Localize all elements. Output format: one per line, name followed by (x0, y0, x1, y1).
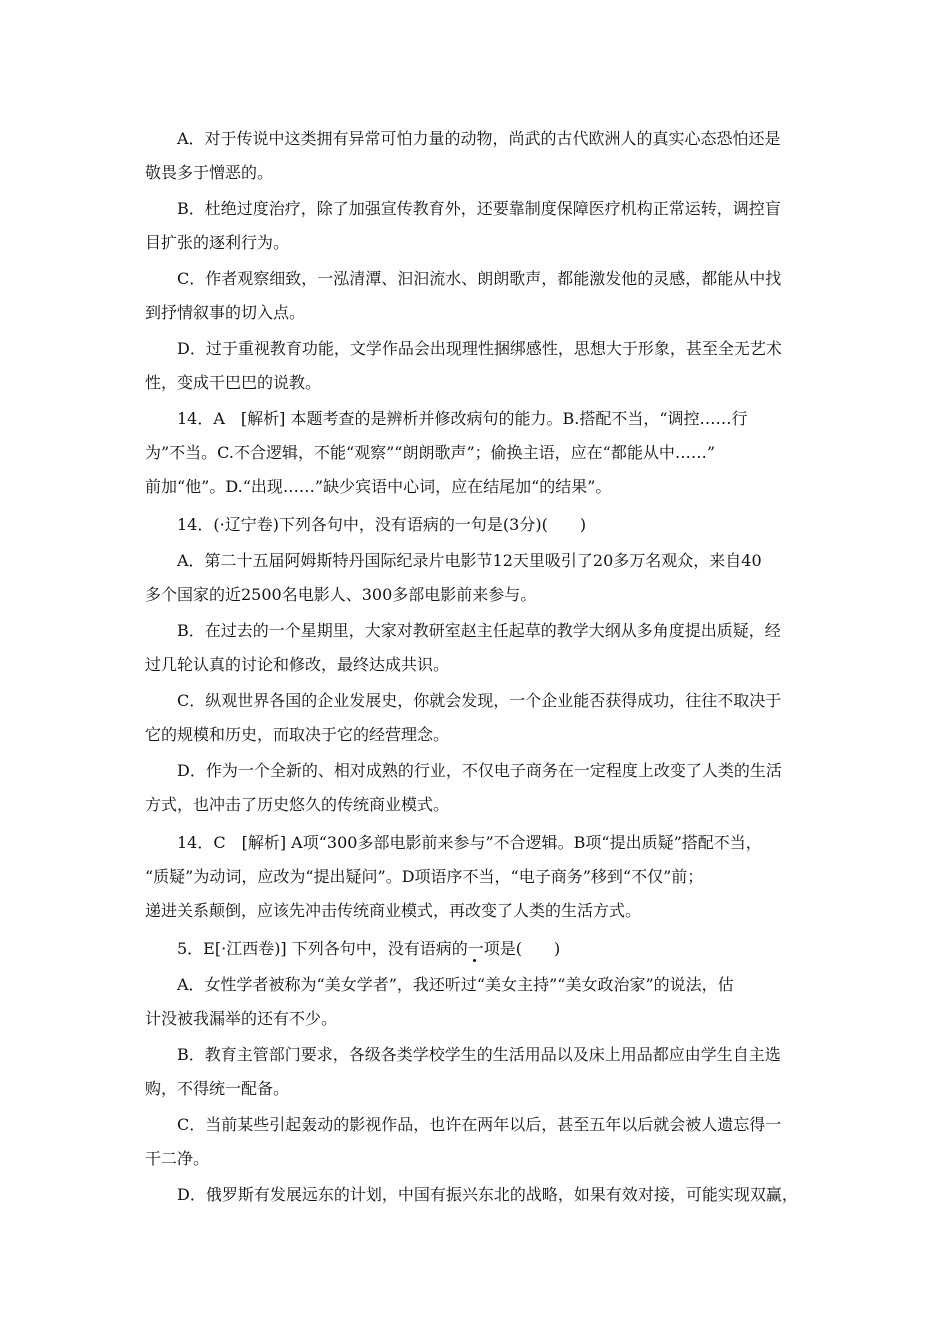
text-line: A．女性学者被称为“美女学者”，我还听过“美女主持”“美女政治家”的说法，估 (177, 975, 734, 994)
option-a-paragraph (145, 968, 825, 1036)
option-d-paragraph (145, 332, 825, 400)
text-line: B．在过去的一个星期里，大家对教研室赵主任起草的教学大纲从多角度提出质疑，经 (177, 621, 781, 640)
text-line: C．当前某些引起轰动的影视作品，也许在两年以后，甚至五年以后就会被人遗忘得一 (177, 1115, 782, 1134)
text-line: 14．A [解析] 本题考查的是辨析并修改病句的能力。B.搭配不当，“调控……行 (177, 409, 748, 428)
option-b-paragraph (145, 614, 825, 682)
text-line: B．教育主管部门要求，各级各类学校学生的生活用品以及床上用品都应由学生自主选 (177, 1045, 781, 1064)
text-line: 前加“他”。D.“出现……”缺少宾语中心词，应在结尾加“的结果”。 (145, 477, 612, 496)
text-line: D．俄罗斯有发展远东的计划，中国有振兴东北的战略，如果有效对接，可能实现双赢， (177, 1185, 798, 1204)
option-c-paragraph (145, 262, 825, 330)
heading-part-emphasized: 没有语病的一项是( ) (388, 932, 561, 966)
text-line: 干二净。 (145, 1149, 210, 1168)
answer-analysis-paragraph (145, 826, 825, 928)
text-line: A．对于传说中这类拥有异常可怕力量的动物，尚武的古代欧洲人的真实心态恐怕还是 (177, 129, 781, 148)
answer-analysis-paragraph (145, 402, 825, 504)
text-line: 它的规模和历史，而取决于它的经营理念。 (145, 725, 450, 744)
option-c-paragraph (145, 684, 825, 752)
question-heading (145, 932, 825, 966)
option-a-paragraph (145, 122, 825, 190)
text-line: A．第二十五届阿姆斯特丹国际纪录片电影节12天里吸引了20多万名观众，来自40 (177, 551, 762, 570)
text-line: “质疑”为动词，应改为“提出疑问”。D项语序不当，“电子商务”移到“不仅”前； (145, 867, 704, 886)
text-line: 多个国家的近2500名电影人、300多部电影前来参与。 (145, 585, 537, 604)
option-a-paragraph (145, 544, 825, 612)
text-line: 计没被我漏举的还有不少。 (145, 1009, 338, 1028)
heading-part: 5．E[·江西卷)] 下列各句中， (177, 939, 388, 958)
text-line: 递进关系颠倒，应该先冲击传统商业模式，再改变了人类的生活方式。 (145, 901, 642, 920)
text-line: 敬畏多于憎恶的。 (145, 163, 274, 182)
text-line: C．作者观察细致，一泓清潭、汩汩流水、朗朗歌声，都能激发他的灵感，都能从中找 (177, 269, 782, 288)
text-line: 目扩张的逐利行为。 (145, 233, 290, 252)
option-c-paragraph (145, 1108, 825, 1176)
text-line: 购，不得统一配备。 (145, 1079, 290, 1098)
text-line: D．过于重视教育功能，文学作品会出现理性捆绑感性，思想大于形象，甚至全无艺术 (177, 339, 782, 358)
text-line: 方式，也冲击了历史悠久的传统商业模式。 (145, 795, 450, 814)
text-line: 为”不当。C.不合逻辑，不能“观察”“朗朗歌声”；偷换主语，应在“都能从中……” (145, 443, 716, 462)
option-d-paragraph (145, 754, 825, 822)
option-b-paragraph (145, 192, 825, 260)
text-line: 14．C [解析] A项“300多部电影前来参与”不合逻辑。B项“提出质疑”搭配不当， (177, 833, 762, 852)
text-line: 过几轮认真的讨论和修改，最终达成共识。 (145, 655, 450, 674)
text-line: C．纵观世界各国的企业发展史，你就会发现，一个企业能否获得成功，往往不取决于 (177, 691, 782, 710)
text-line (145, 932, 825, 966)
text-line: D．作为一个全新的、相对成熟的行业，不仅电子商务在一定程度上改变了人类的生活 (177, 761, 782, 780)
text-line: 到抒情叙事的切入点。 (145, 303, 306, 322)
option-d-paragraph (145, 1178, 825, 1212)
option-b-paragraph (145, 1038, 825, 1106)
text-line: B．杜绝过度治疗，除了加强宣传教育外，还要靠制度保障医疗机构正常运转，调控盲 (177, 199, 781, 218)
text-line: 14．(·辽宁卷)下列各句中，没有语病的一句是(3分)( ) (177, 515, 587, 534)
text-line: 性，变成干巴巴的说教。 (145, 373, 322, 392)
question-heading (145, 508, 825, 542)
